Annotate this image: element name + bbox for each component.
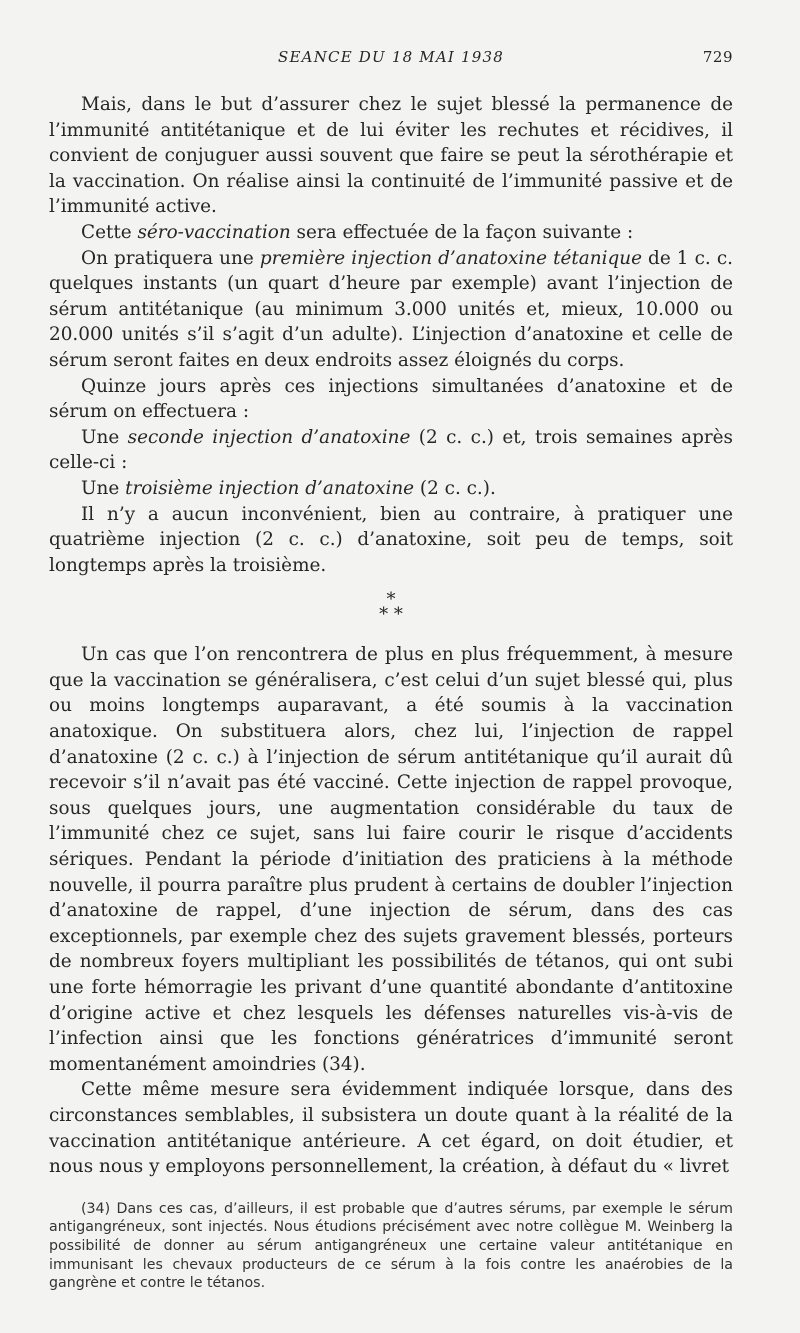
body-text [49,92,733,1180]
paragraph [49,220,733,246]
text-run: Cette [81,221,138,243]
footnote-34: (34) Dans ces cas, d’ailleurs, il est probable que d’autres sérums, par exemple le sérum antigangréneux, sont injectés. Nous étudions précisément avec notre collègue M. Weinberg la possibilité de donner au sérum antigangréneux une certaine valeur antitétanique en immunisant les chevaux producteurs de ce sérum à la fois contre les anaérobies de la gangrène et contre le tétanos. [49,1200,733,1292]
text-run: Mais, dans le but d’assurer chez le sujet blessé la permanence de l’immunité antitétanique et de lui éviter les rechutes et récidives, il convient de conjuguer aussi souvent que faire se peut la sérothérapie et la vaccination. On réalise ainsi la continuité de l’immunité passive et de l’immunité active. [49,94,733,218]
paragraph [49,374,733,425]
footnote [49,1200,733,1293]
paragraphs-before-break [49,92,733,578]
paragraph [49,476,733,502]
page-number: 729 [702,48,733,66]
paragraph [49,92,733,220]
paragraph [49,425,733,476]
text-run: Une [81,477,126,499]
text-run: Quinze jours après ces injections simultanées d’anatoxine et de sérum on effectuera : [49,375,733,423]
text-run: (2 c. c.) et, trois semaines après celle-ci : [49,426,733,474]
italic-run: première injection d’anatoxine tétanique [259,247,642,269]
text-run: Cette même mesure sera évidemment indiquée lorsque, dans des circonstances semblables, il subsistera un doute quant à la réalité de la vaccination antitétanique antérieure. A cet égard, on doit étudier, et nous nous y employons personnellement, la création, à défaut du « livret [49,1079,733,1178]
text-run: Un cas que l’on rencontrera de plus en plus fréquemment, à mesure que la vaccination se généralisera, c’est celui d’un sujet blessé qui, plus ou moins longtemps auparavant, a été soumis à la vaccination anatoxique. On substituera alors, chez lui, l’injection de rappel d’anatoxine (2 c. c.) à l’injection de sérum antitétanique qu’il aurait dû recevoir s’il n’avait pas été vacciné. Cette injection de rappel provoque, sous quelques jours, une augmentation considérable du taux de l’immunité chez ce sujet, sans lui faire courir le risque d’accidents sériques. Pendant la période d’initiation des praticiens à la méthode nouvelle, il pourra paraître plus prudent à certains de doubler l’injection d’anatoxine de rappel, d’une injection de sérum, dans des cas exceptionnels, par exemple chez des sujets gravement blessés, porteurs de nombreux foyers multipliant les possibilités de tétanos, qui ont subi une forte hémorragie les privant d’une quantité abondante d’antitoxine d’origine active et chez lesquels les défenses naturelles vis-à-vis de l’infection ainsi que les fonctions génératrices d’immunité seront momentanément amoindries (34). [49,644,733,1075]
text-run: On pratiquera une [81,247,260,269]
paragraphs-after-break [49,642,733,1179]
italic-run: troisième injection d’anatoxine [125,477,415,499]
running-head: SEANCE DU 18 MAI 1938 [278,48,504,66]
text-run: sera effectuée de la façon suivante : [290,221,634,243]
text-run: Une [81,426,128,448]
page [49,48,733,1293]
italic-run: séro-vaccination [137,221,291,243]
page-header [49,48,733,72]
text-run: (2 c. c.). [414,477,496,499]
paragraph [49,502,733,579]
italic-run: seconde injection d’anatoxine [127,426,411,448]
paragraph [49,246,733,374]
paragraph [49,1077,733,1179]
paragraph [49,642,733,1077]
asterism-top: * [386,589,396,611]
asterism-bottom: * * [379,604,403,626]
text-run: Il n’y a aucun inconvénient, bien au contraire, à pratiquer une quatrième injection (2 c. c.) d’anatoxine, soit peu de temps, soit longtemps après la troisième. [49,503,733,576]
section-asterism [49,589,733,626]
text-run: de 1 c. c. quelques instants (un quart d’heure par exemple) avant l’injection de sérum antitétanique (au minimum 3.000 unités et, mieux, 10.000 ou 20.000 unités s’il s’agit d’un adulte). L’injection d’anatoxine et celle de sérum seront faites en deux endroits assez éloignés du corps. [49,247,733,371]
